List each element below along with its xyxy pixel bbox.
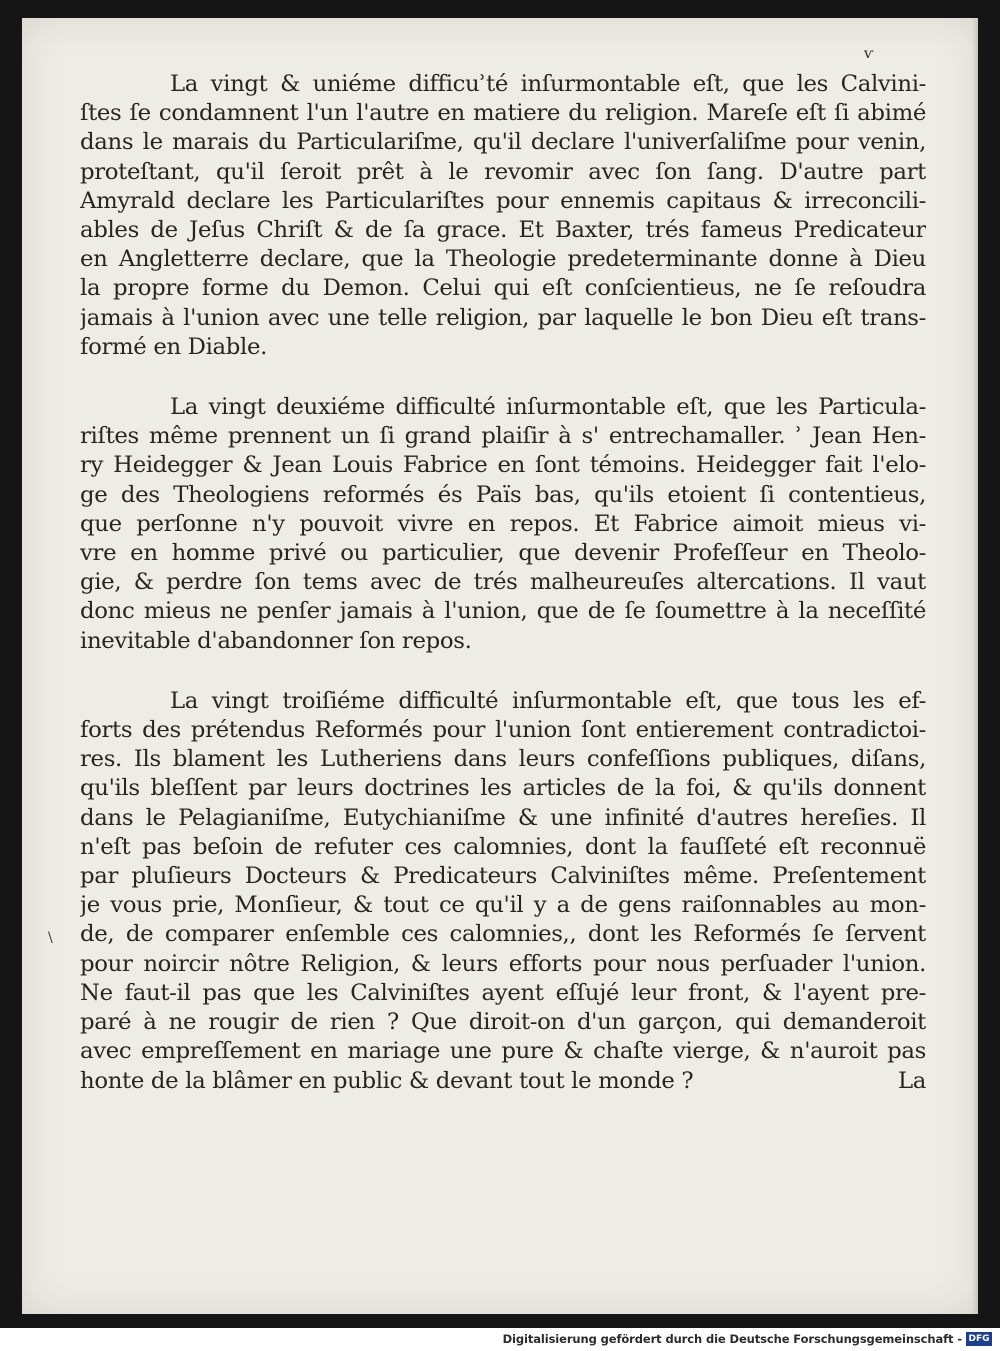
text-line: pour noircir nôtre Religion, & leurs efforts pour nous perſuader l'union. bbox=[80, 950, 926, 977]
text-line: La vingt deuxiéme difficulté inſurmontable eſt, que les Particula- bbox=[170, 394, 926, 421]
page-edge-shadow bbox=[972, 18, 978, 1314]
text-line-with-catchword bbox=[80, 1067, 926, 1096]
text-line: riſtes même prennent un ſi grand plaiſir à s' entrechamaller. ʾ Jean Hen- bbox=[80, 423, 926, 450]
text-line: ables de Jeſus Chriſt & de ſa grace. Et Baxter, trés fameus Predicateur bbox=[80, 217, 926, 244]
text-line: gie, & perdre ſon tems avec de trés malheureuſes altercations. Il vaut bbox=[80, 569, 926, 596]
dfg-logo: DFG bbox=[966, 1332, 992, 1346]
text-line: ge des Theologiens reformés és Païs bas, qu'ils etoient ſi contentieus, bbox=[80, 481, 926, 508]
text-line: en Angletterre declare, que la Theologie predeterminante donne à Dieu bbox=[80, 246, 926, 273]
text-line: jamais à l'union avec une telle religion, par laquelle le bon Dieu eſt trans- bbox=[80, 304, 926, 331]
text-line: honte de la blâmer en public & devant tout le monde ? bbox=[80, 1067, 694, 1094]
text-line: par pluſieurs Docteurs & Predicateurs Calviniſtes même. Preſentement bbox=[80, 863, 926, 890]
text-line: avec empreſſement en mariage une pure & chaſte vierge, & n'auroit pas bbox=[80, 1038, 926, 1065]
text-line: de, de comparer enſemble ces calomnies,, dont les Reformés ſe ſervent bbox=[80, 921, 926, 948]
book-page bbox=[22, 18, 978, 1314]
funding-credit: Digitalisierung gefördert durch die Deutsche Forschungsgemeinschaft - bbox=[502, 1332, 962, 1346]
digitization-footer bbox=[0, 1328, 1000, 1351]
paragraph-23 bbox=[80, 687, 926, 1096]
text-line: que perſonne n'y pouvoit vivre en repos. Et Fabrice aimoit mieus vi- bbox=[80, 510, 926, 537]
text-line: res. Ils blament les Lutheriens dans leurs confeſſions publiques, diſans, bbox=[80, 746, 926, 773]
text-line: La vingt troiſiéme difficulté inſurmontable eſt, que tous les ef- bbox=[170, 687, 926, 714]
text-line: La vingt & uniéme difficuʾté inſurmontable eſt, que les Calvini- bbox=[170, 71, 926, 97]
paragraph-22 bbox=[80, 393, 926, 656]
paragraph-spacer bbox=[80, 656, 926, 687]
margin-mark: \ bbox=[48, 930, 53, 946]
text-line: donc mieus ne penſer jamais à l'union, que de ſe ſoumettre à la neceſſité bbox=[80, 598, 926, 625]
text-line: Amyrald declare les Particulariſtes pour ennemis capitaus & irreconcili- bbox=[80, 187, 926, 214]
page-text bbox=[80, 70, 926, 1096]
text-line: forts des prétendus Reformés pour l'union ſont entierement contradictoi- bbox=[80, 717, 926, 744]
text-line: ry Heidegger & Jean Louis Fabrice en ſont témoins. Heidegger fait l'elo- bbox=[80, 452, 926, 479]
text-line: Ne faut-il pas que les Calviniſtes ayent eſſujé leur front, & l'ayent pre- bbox=[80, 979, 926, 1006]
text-line: proteſtant, qu'il ſeroit prêt à le revomir avec ſon ſang. D'autre part bbox=[80, 158, 926, 185]
text-line: la propre forme du Demon. Celui qui eſt conſcientieus, ne ſe reſoudra bbox=[80, 275, 926, 302]
text-line: dans le marais du Particulariſme, qu'il declare l'univerſaliſme pour venin, bbox=[80, 129, 926, 156]
corner-mark: ⱱ bbox=[864, 46, 874, 62]
text-line: je vous prie, Monſieur, & tout ce qu'il y a de gens raiſonnables au mon- bbox=[80, 892, 926, 919]
text-line: inevitable d'abandonner ſon repos. bbox=[80, 627, 472, 654]
paragraph-spacer bbox=[80, 362, 926, 393]
text-line: ſtes ſe condamnent l'un l'autre en matiere du religion. Mareſe eſt ſi abimé bbox=[80, 100, 926, 127]
paragraph-21 bbox=[80, 70, 926, 362]
text-line: vre en homme privé ou particulier, que devenir Profeſſeur en Theolo- bbox=[80, 540, 926, 567]
text-line: paré à ne rougir de rien ? Que diroit-on d'un garçon, qui demanderoit bbox=[80, 1009, 926, 1036]
text-line: qu'ils bleſſent par leurs doctrines les articles de la foi, & qu'ils donnent bbox=[80, 775, 926, 802]
text-line: dans le Pelagianiſme, Eutychianiſme & une infinité d'autres hereſies. Il bbox=[80, 804, 926, 831]
catchword: La bbox=[897, 1067, 926, 1094]
text-line: n'eſt pas beſoin de refuter ces calomnies, dont la fauſſeté eſt reconnuë bbox=[80, 833, 926, 860]
text-line: formé en Diable. bbox=[80, 333, 268, 360]
